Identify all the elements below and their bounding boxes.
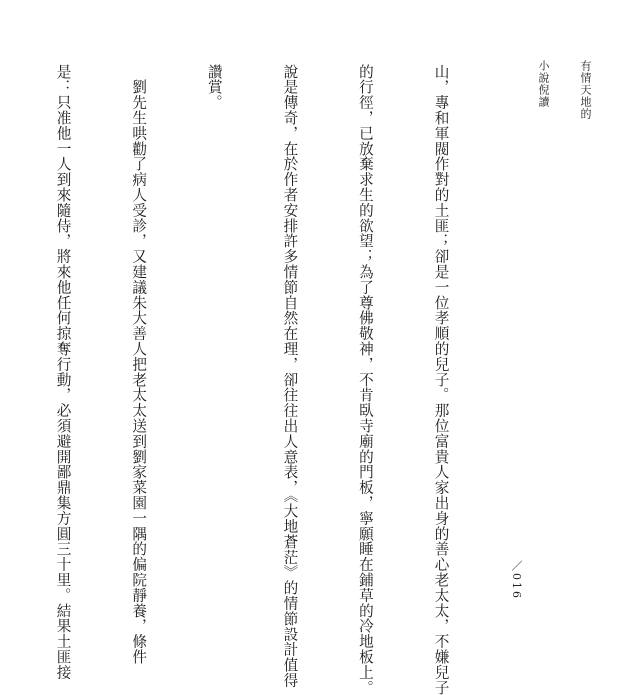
body-text <box>0 64 504 695</box>
text-column: 的行徑，已放棄求生的欲望；為了尊佛敬神，不肯臥寺廟的門板，寧願睡在鋪草的冷地板上。 <box>356 64 374 695</box>
running-head-line: 有情天地的 <box>579 60 592 120</box>
text-column: 說是傳奇，在於作者安排許多情節自然在理，卻往往出人意表，《大地蒼茫》的情節設計值得 <box>281 64 299 689</box>
running-head <box>508 60 620 120</box>
text-column: 劉先生哄勸了病人受診，又建議朱大善人把老太太送到劉家菜園一隅的偏院靜養，條件 <box>130 64 148 665</box>
running-head-line: 小說倪讀 <box>537 60 550 108</box>
text-column: 讚賞。 <box>205 64 223 111</box>
text-column: 山，專和軍閥作對的土匪；卻是一位孝順的兒子。那位富貴人家出身的善心老太太，不嫌兒子 <box>432 64 450 695</box>
text-column: 是：只准他一人到來隨侍，將來他任何掠奪行動，必須避開鄙鼎集方圓三十里。結果土匪接 <box>54 64 72 680</box>
page-number: ／016 <box>510 560 523 600</box>
